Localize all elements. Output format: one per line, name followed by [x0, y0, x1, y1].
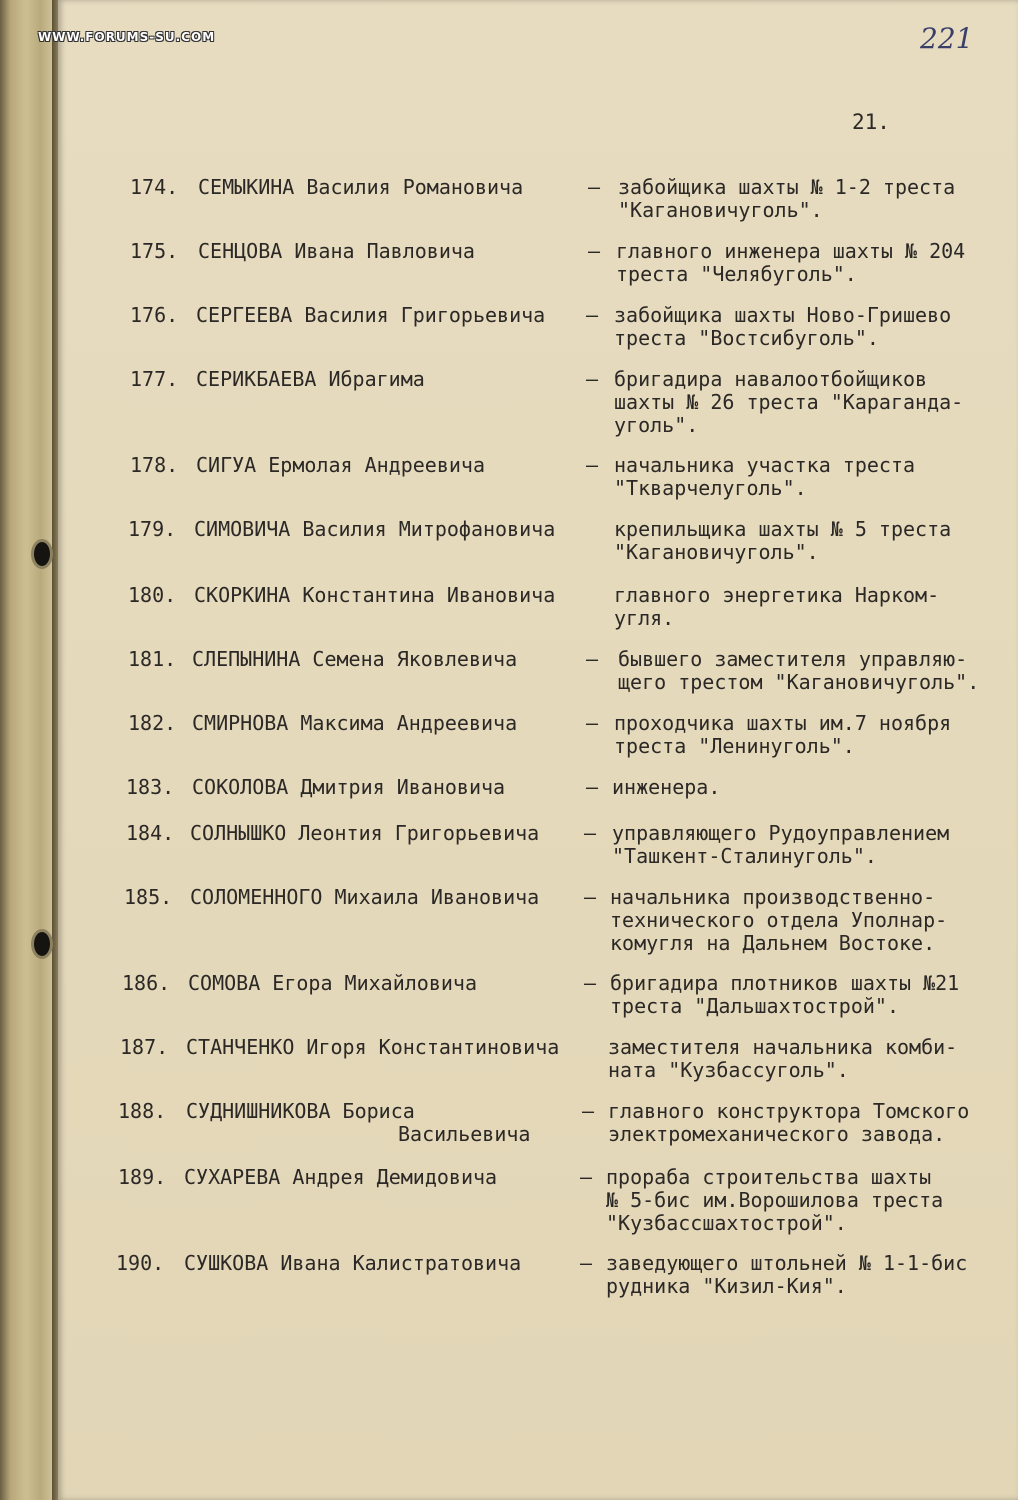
entry-name: СТАНЧЕНКО Игоря Константиновича — [186, 1035, 560, 1059]
entry-number: 187. — [120, 1035, 169, 1059]
entry-name: СИМОВИЧА Василия Митрофановича — [194, 517, 556, 541]
entry-number: 183. — [126, 775, 175, 799]
entry-number: 179. — [128, 517, 177, 541]
entry-number: 188. — [118, 1099, 167, 1123]
entry-dash: – — [586, 303, 599, 327]
entry-dash: – — [586, 367, 599, 391]
entry-name: СИГУА Ермолая Андреевича — [196, 453, 485, 477]
entry-description: заместителя начальника комби- ната "Кузбассуголь". — [608, 1035, 958, 1082]
binding-spine — [0, 0, 58, 1500]
entry-name: СОМОВА Егора Михайловича — [188, 971, 477, 995]
entry-dash: – — [584, 885, 597, 909]
entry-name: СЕМЫКИНА Василия Романовича — [198, 175, 524, 199]
entry-number: 176. — [130, 303, 179, 327]
entry-name: СЛЕПЫНИНА Семена Яковлевича — [192, 647, 518, 671]
entry-name: СУШКОВА Ивана Калистратовича — [184, 1251, 522, 1275]
entry-description: главного конструктора Томского электромеханического завода. — [608, 1099, 970, 1146]
entry-dash: – — [586, 711, 599, 735]
entry-name: СУДНИШНИКОВА Бориса — [186, 1099, 415, 1123]
entry-name: СОЛОМЕННОГО Михаила Ивановича — [190, 885, 540, 909]
entry-description: прораба строительства шахты № 5-бис им.Ворошилова треста "Кузбассшахтострой". — [606, 1165, 944, 1235]
entry-name: СЕНЦОВА Ивана Павловича — [198, 239, 475, 263]
entry-description: заведующего штольней № 1-1-бис рудника "Кизил-Кия". — [606, 1251, 968, 1298]
entry-name: СКОРКИНА Константина Ивановича — [194, 583, 556, 607]
entry-name: СМИРНОВА Максима Андреевича — [192, 711, 518, 735]
entry-description: бригадира навалоотбойщиков шахты № 26 треста "Караганда- уголь". — [614, 367, 964, 437]
entry-dash: – — [586, 453, 599, 477]
entry-number: 181. — [128, 647, 177, 671]
entry-description: инженера. — [612, 775, 721, 799]
entry-dash: – — [580, 1251, 593, 1275]
entry-number: 175. — [130, 239, 179, 263]
entry-description: бригадира плотников шахты №21 треста "Дальшахтострой". — [610, 971, 960, 1018]
entry-description: проходчика шахты им.7 ноября треста "Ленинуголь". — [614, 711, 952, 758]
entry-name: СУХАРЕВА Андрея Демидовича — [184, 1165, 498, 1189]
entry-dash: – — [584, 971, 597, 995]
entry-number: 177. — [130, 367, 179, 391]
entry-description: забойщика шахты Ново-Гришево треста "Востсибуголь". — [614, 303, 952, 350]
entry-dash: – — [584, 821, 597, 845]
entry-dash: – — [580, 1165, 593, 1189]
entry-name: СОЛНЫШКО Леонтия Григорьевича — [190, 821, 540, 845]
entry-number: 184. — [126, 821, 175, 845]
entry-description: главного энергетика Нарком- угля. — [614, 583, 940, 630]
entry-name: СОКОЛОВА Дмитрия Ивановича — [192, 775, 506, 799]
entry-dash: – — [586, 647, 599, 671]
entry-description: главного инженера шахты № 204 треста "Челябуголь". — [616, 239, 966, 286]
entry-number: 189. — [118, 1165, 167, 1189]
entry-number: 185. — [124, 885, 173, 909]
entry-description: начальника участка треста "Ткварчелуголь". — [614, 453, 916, 500]
entry-number: 174. — [130, 175, 179, 199]
archive-sheet-number: 221 — [920, 22, 974, 55]
entry-number: 180. — [128, 583, 177, 607]
entry-name-continuation: Васильевича — [398, 1122, 531, 1146]
entry-description: крепильщика шахты № 5 треста "Кагановичуголь". — [614, 517, 952, 564]
entry-number: 182. — [128, 711, 177, 735]
entry-number: 178. — [130, 453, 179, 477]
entry-description: забойщика шахты № 1-2 треста "Кагановичуголь". — [618, 175, 956, 222]
entry-name: СЕРГЕЕВА Василия Григорьевича — [196, 303, 546, 327]
binding-hole-bottom — [34, 932, 50, 956]
entry-dash: – — [588, 239, 601, 263]
entry-dash: – — [586, 775, 599, 799]
watermark: WWW.FORUMS-SU.COM — [38, 30, 216, 44]
entry-dash: – — [588, 175, 601, 199]
entry-description: бывшего заместителя управляю- щего трестом "Кагановичуголь". — [618, 647, 980, 694]
entry-dash: – — [582, 1099, 595, 1123]
entry-description: управляющего Рудоуправлением "Ташкент-Сталинуголь". — [612, 821, 950, 868]
binding-hole-top — [34, 542, 50, 566]
entry-description: начальника производственно- технического отдела Уполнар- комугля на Дальнем Востоке. — [610, 885, 948, 955]
entry-number: 190. — [116, 1251, 165, 1275]
entry-number: 186. — [122, 971, 171, 995]
entry-name: СЕРИКБАЕВА Ибрагима — [196, 367, 425, 391]
page-number: 21. — [852, 110, 890, 134]
